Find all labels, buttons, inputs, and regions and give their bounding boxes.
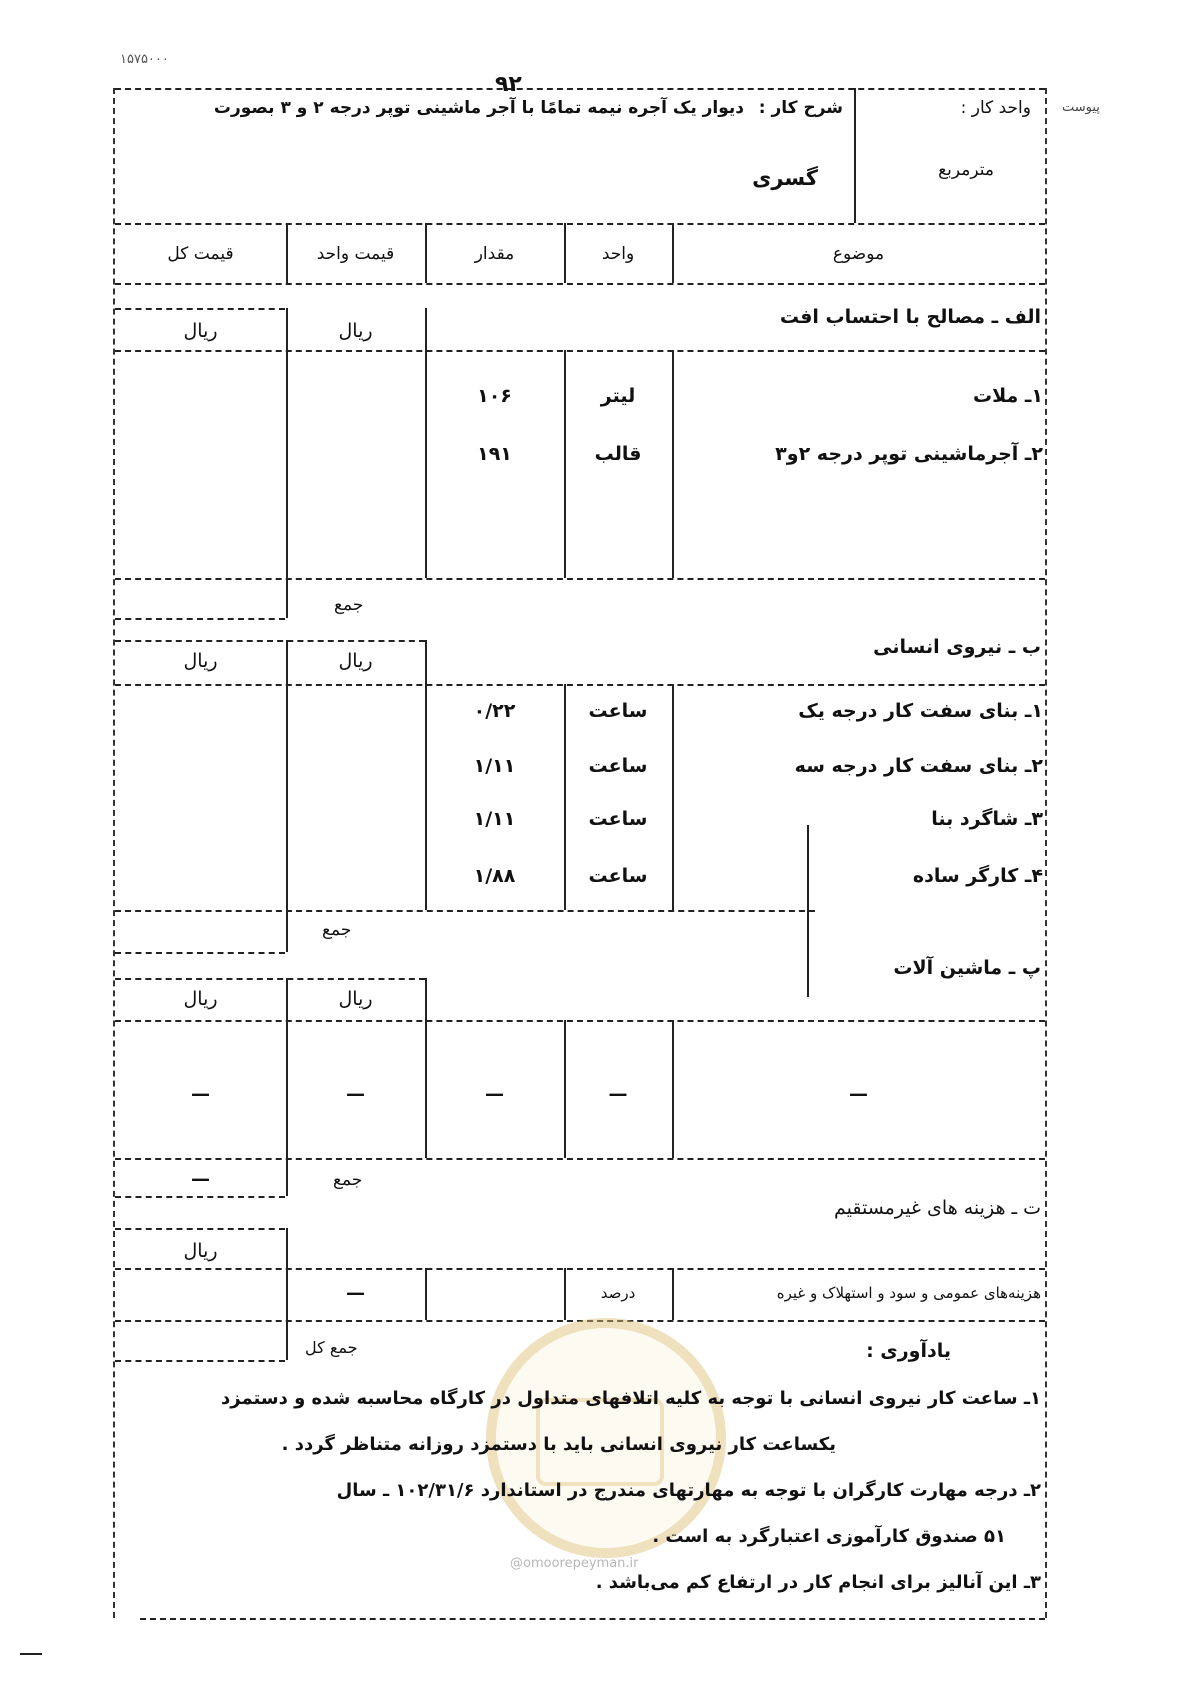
sp-sum-total: —	[191, 1168, 210, 1190]
work-label: شرح کار :	[758, 98, 843, 118]
col-header-total-price: قیمت کل	[167, 244, 234, 264]
sa-sum-label: جمع	[334, 595, 364, 615]
frame-left	[113, 88, 115, 1618]
sp-dash-unit: —	[608, 1083, 628, 1105]
col-header-unit: واحد	[601, 244, 635, 264]
sp-dash-total: —	[191, 1083, 210, 1105]
notes-title: یادآوری :	[866, 1340, 951, 1362]
sb-item-qty: ۱/۸۸	[473, 865, 516, 887]
sb-sum-label: جمع	[322, 920, 352, 940]
sa-sum-bottom	[115, 618, 285, 620]
sp-currency-unit: ریال	[338, 988, 373, 1010]
header-divider	[854, 88, 856, 223]
header-row-bottom	[115, 283, 1045, 285]
sa-item-qty: ۱۹۱	[477, 443, 512, 465]
sb-col-div-1	[286, 640, 288, 952]
st-row-text: هزینه‌های عمومی و سود و استهلاک و غیره	[776, 1284, 1041, 1302]
sb-row-bottom	[115, 910, 815, 912]
sp-dash-unit-price: —	[346, 1083, 365, 1105]
sb-item-name: ۴ـ کارگر ساده	[912, 865, 1043, 887]
scan-mark	[20, 1653, 42, 1655]
note-line: ۱ـ ساعت کار نیروی انسانی با توجه به کلیه اتلافهای متداول در کارگاه محاسبه شده و دستمزد	[221, 1388, 1041, 1409]
top-corner-number: ۱۵۷۵۰۰۰	[120, 52, 169, 67]
grand-total-bottom	[115, 1360, 285, 1362]
sb-item-unit: ساعت	[588, 865, 648, 887]
frame-top	[115, 88, 1045, 90]
sp-currency-total: ریال	[183, 988, 218, 1010]
st-row-unit: درصد	[600, 1284, 636, 1302]
sb-sum-bottom	[115, 952, 285, 954]
unit-label: واحد کار :	[960, 98, 1031, 118]
sa-item-name: ۲ـ آجرماشینی توپر درجه ۲و۳	[775, 443, 1043, 465]
sa-item-unit: لیتر	[600, 385, 636, 407]
grand-total-label: جمع کل	[305, 1338, 358, 1357]
sb-item-unit: ساعت	[588, 808, 648, 830]
sa-col-div-4	[672, 350, 674, 578]
watermark-text: @omoorepeyman.ir	[510, 1556, 639, 1571]
sp-dash-qty: —	[485, 1083, 504, 1105]
sa-item-name: ۱ـ ملات	[972, 385, 1043, 407]
sb-currency-unit: ریال	[338, 650, 373, 672]
sa-row-bottom	[115, 578, 1045, 580]
work-description-cont: گسری	[752, 166, 818, 190]
col-header-subject: موضوع	[832, 244, 885, 264]
sb-item-unit: ساعت	[588, 755, 648, 777]
unit-value: مترمربع	[938, 160, 994, 180]
sb-item-qty: ۱/۱۱	[473, 808, 516, 830]
page-number: ۹۲	[495, 72, 522, 97]
sp-col-div-2	[425, 978, 427, 1158]
st-row-top	[115, 1268, 1045, 1270]
sb-currency-total: ریال	[183, 650, 218, 672]
sa-currency-total: ریال	[183, 320, 218, 342]
frame-right	[1045, 88, 1047, 1618]
sa-item-qty: ۱۰۶	[477, 385, 512, 407]
sb-item-name: ۳ـ شاگرد بنا	[931, 808, 1043, 830]
section-t-title: ت ـ هزینه های غیرمستقیم	[833, 1197, 1041, 1219]
section-a-title: الف ـ مصالح با احتساب افت	[779, 306, 1041, 328]
st-currency-total: ریال	[183, 1240, 218, 1262]
sp-rial-top	[115, 978, 425, 980]
sa-row-top	[115, 350, 1045, 352]
sp-sum-bottom	[115, 1196, 285, 1198]
sb-item-unit: ساعت	[588, 700, 648, 722]
sb-item-qty: ۱/۱۱	[473, 755, 516, 777]
sb-rial-top	[115, 640, 425, 642]
sp-dash-subject: —	[849, 1083, 868, 1105]
sp-sum-label: جمع	[333, 1170, 363, 1190]
st-col-div-4	[672, 1268, 674, 1320]
sp-row-bottom	[115, 1158, 1045, 1160]
sa-rial-top	[115, 308, 285, 310]
sb-item-name: ۱ـ بنای سفت کار درجه یک	[798, 700, 1043, 722]
note-line: یکساعت کار نیروی انسانی باید با دستمزد روزانه متناظر گردد .	[281, 1434, 836, 1455]
section-b-title: ب ـ نیروی انسانی	[873, 636, 1041, 658]
note-line: ۲ـ درجه مهارت کارگران با توجه به مهارتهای مندرج در استاندارد ۱۰۲/۳۱/۶ ـ سال	[336, 1480, 1041, 1501]
st-rial-top	[115, 1228, 285, 1230]
sa-item-unit: قالب	[594, 443, 642, 465]
note-line: ۵۱ صندوق کارآموزی اعتبارگرد به است .	[652, 1526, 1006, 1547]
sb-item-qty: ۰/۲۲	[473, 700, 516, 722]
sp-row-top	[115, 1020, 1045, 1022]
note-line: ۳ـ این آنالیز برای انجام کار در ارتفاع کم می‌باشد .	[595, 1572, 1041, 1593]
col-header-unit-price: قیمت واحد	[316, 244, 395, 264]
sb-col-div-4	[672, 684, 674, 910]
sb-item-name: ۲ـ بنای سفت کار درجه سه	[794, 755, 1043, 777]
st-row-unit-price: —	[346, 1282, 365, 1304]
sa-col-div-1	[286, 308, 288, 618]
section-p-title: پ ـ ماشین آلات	[893, 957, 1041, 979]
header-row-top	[115, 223, 1045, 225]
col-header-quantity: مقدار	[474, 244, 515, 264]
sa-currency-unit: ریال	[338, 320, 373, 342]
margin-note: پیوست	[1062, 100, 1100, 115]
st-col-div-2	[425, 1268, 427, 1320]
frame-bottom	[140, 1618, 1045, 1620]
sb-row-top	[115, 684, 1045, 686]
work-description: دیوار یک آجره نیمه تمامًا با آجر ماشینی توپر درجه ۲ و ۳ بصورت	[213, 98, 744, 118]
sp-title-divider	[807, 825, 809, 997]
